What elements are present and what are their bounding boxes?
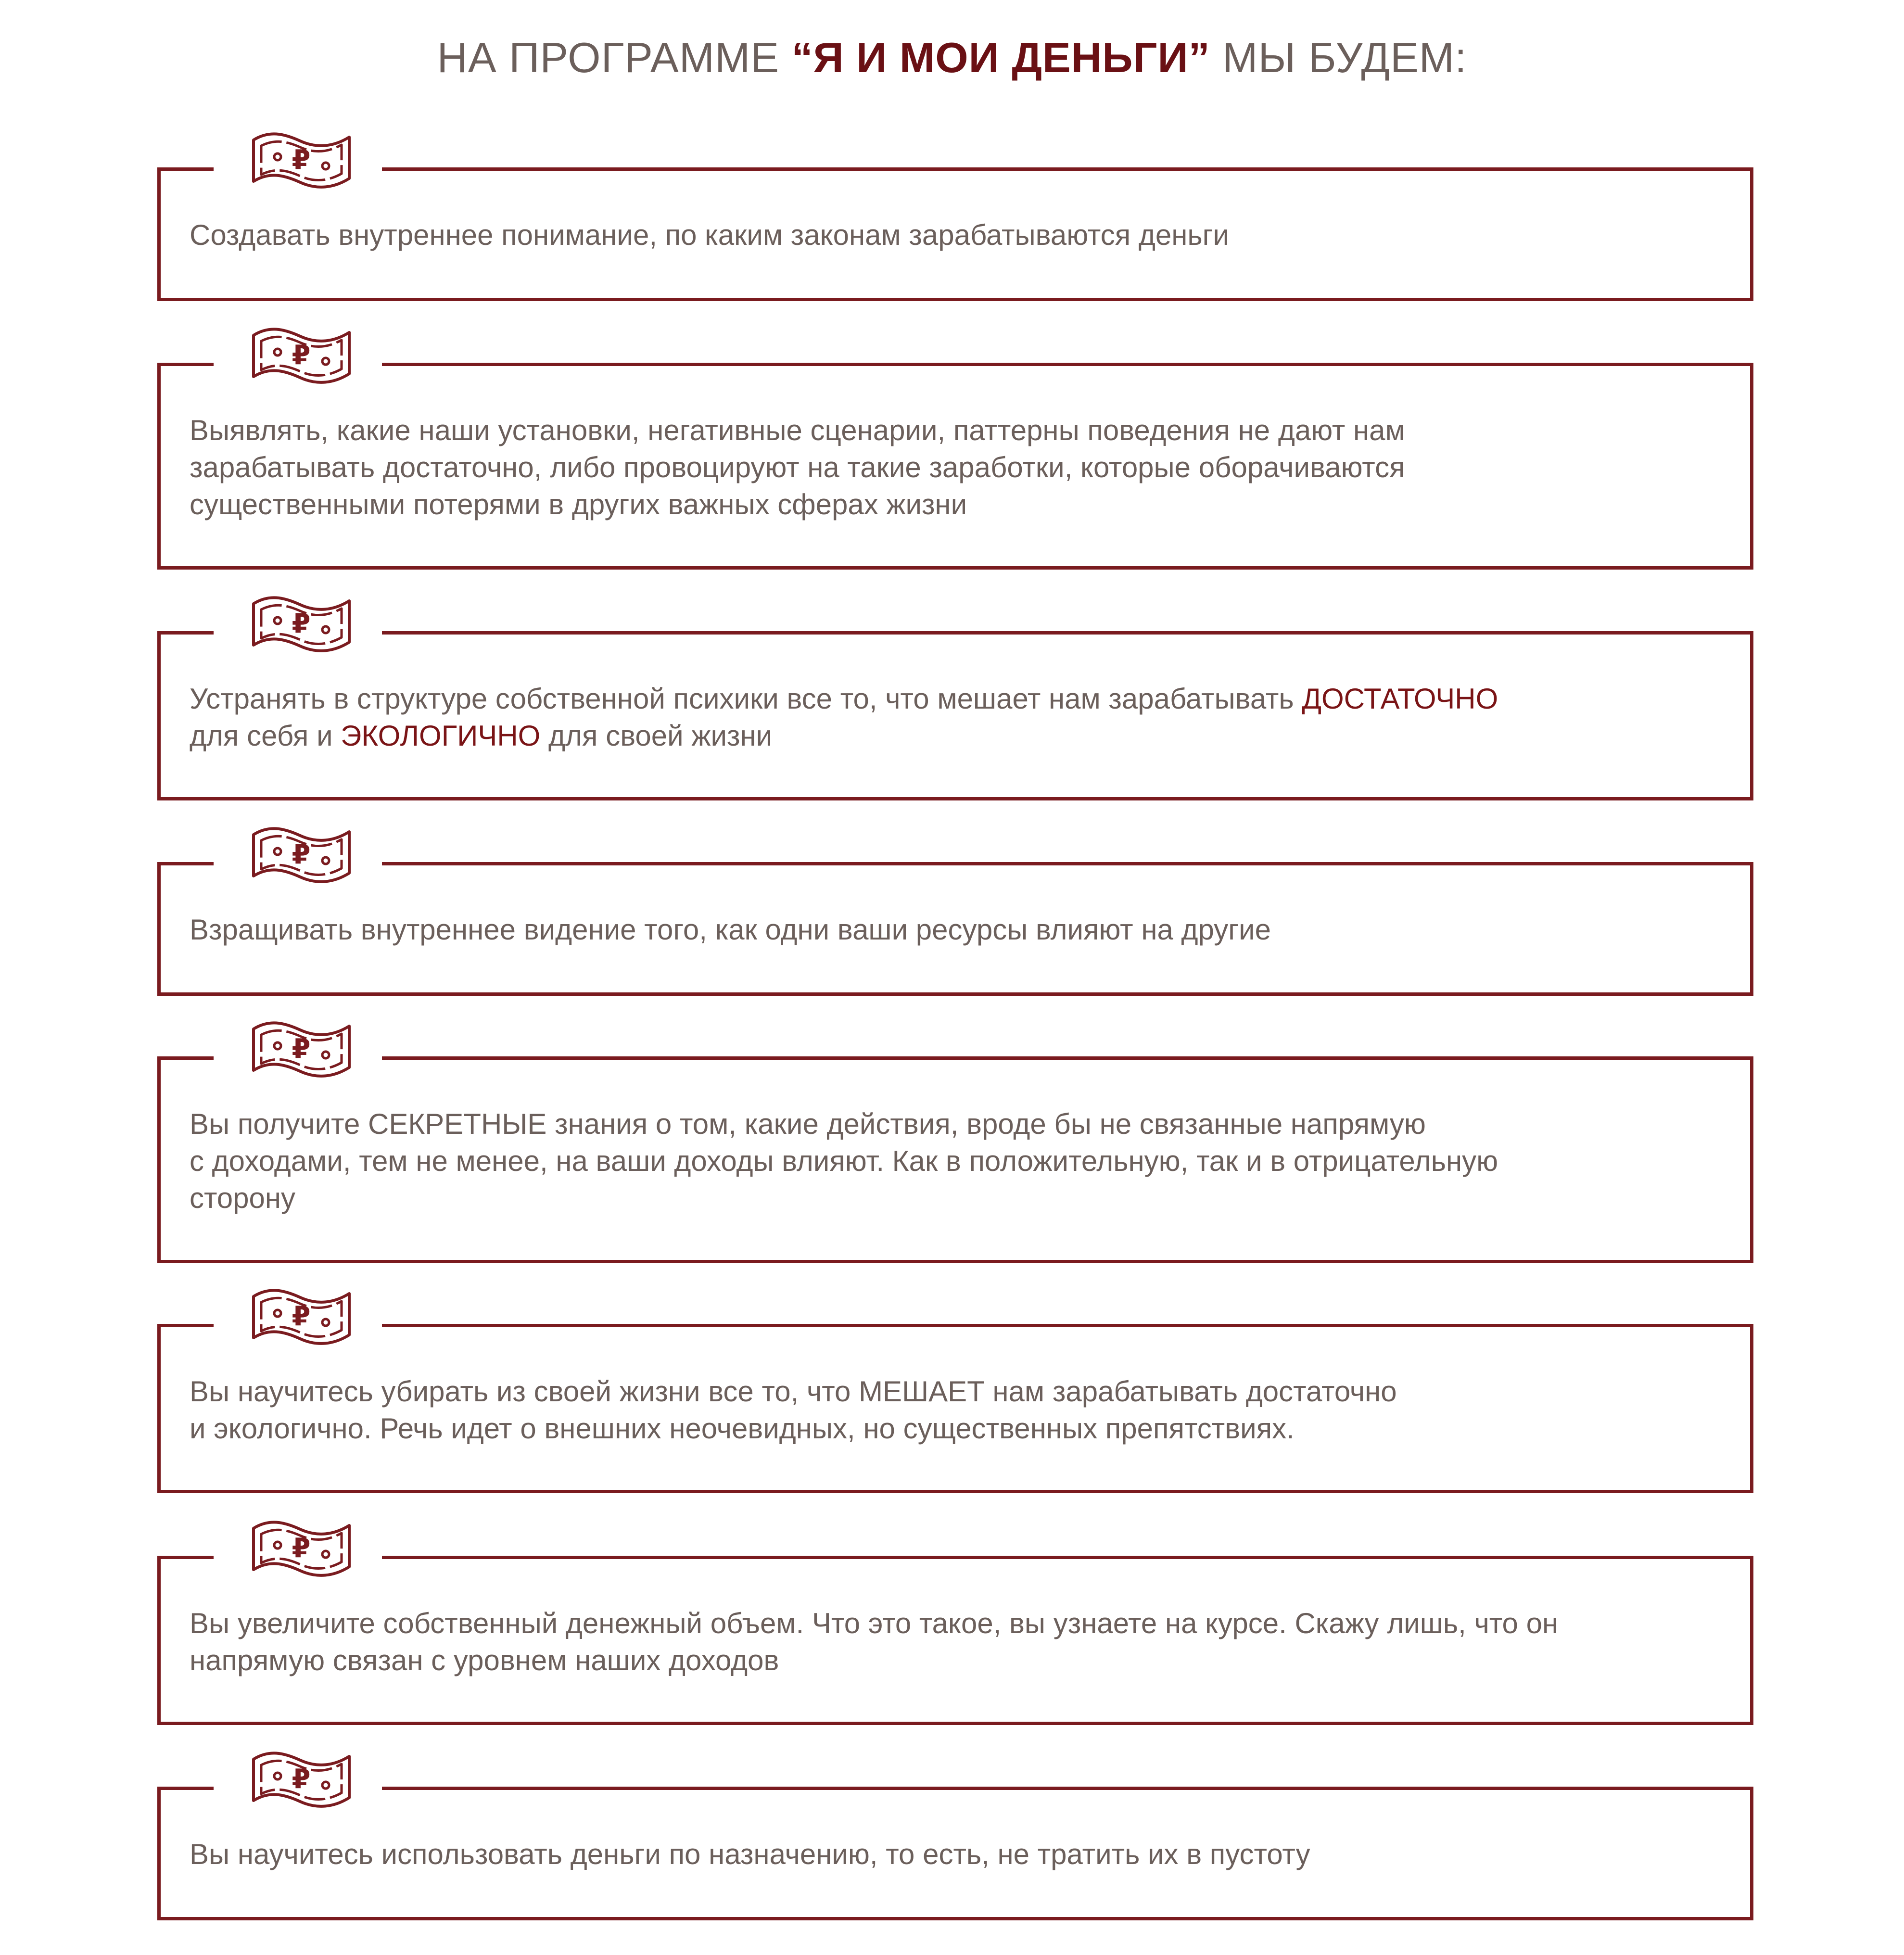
card-icon-badge xyxy=(214,821,382,903)
goal-card-4 xyxy=(157,839,1753,996)
svg-text:₽: ₽ xyxy=(292,1033,311,1065)
card-icon-badge xyxy=(214,1283,382,1365)
goal-text-line: Вы научитесь использовать деньги по назначению, то есть, не тратить их в пустоту xyxy=(190,1838,1310,1870)
goal-card-8 xyxy=(157,1764,1753,1920)
goal-text-line: Создавать внутреннее понимание, по каким законам зарабатываются деньги xyxy=(190,219,1230,251)
goal-card-1 xyxy=(157,144,1753,301)
goal-text-line: Вы увеличите собственный денежный объем. Что это такое, вы узнаете на курсе. Скажу лишь, что он xyxy=(190,1607,1559,1639)
card-icon-badge xyxy=(214,1746,382,1828)
card-icon-badge xyxy=(214,322,382,404)
goal-text-line xyxy=(190,680,1721,717)
goal-text xyxy=(190,1105,1721,1217)
goal-card-5 xyxy=(157,1033,1753,1263)
svg-text:₽: ₽ xyxy=(292,340,311,371)
goal-card-3 xyxy=(157,608,1753,800)
emphasis-word: ЭКОЛОГИЧНО xyxy=(341,720,541,752)
goal-text-line: и экологично. Речь идет о внешних неочевидных, но существенных препятствиях. xyxy=(190,1412,1295,1445)
goal-text xyxy=(190,1836,1721,1873)
ruble-banknote-icon xyxy=(250,127,353,191)
goal-text-line: Взращивать внутреннее видение того, как одни ваши ресурсы влияют на другие xyxy=(190,914,1271,946)
emphasis-word: ДОСТАТОЧНО xyxy=(1302,683,1498,715)
ruble-banknote-icon xyxy=(250,1746,353,1811)
goal-text-line: существенными потерями в других важных сферах жизни xyxy=(190,488,967,520)
goal-text-segment: Устранять в структуре собственной психики все то, что мешает нам зарабатывать xyxy=(190,683,1302,715)
goal-text-line: Вы получите СЕКРЕТНЫЕ знания о том, какие действия, вроде бы не связанные напрямую xyxy=(190,1108,1426,1140)
card-icon-badge xyxy=(214,127,382,208)
ruble-banknote-icon xyxy=(250,322,353,387)
page-title xyxy=(0,29,1904,87)
goal-text-line: Выявлять, какие наши установки, негативные сценарии, паттерны поведения не дают нам xyxy=(190,414,1405,446)
goal-text-line xyxy=(190,717,1721,754)
goal-text-segment: для своей жизни xyxy=(540,720,773,752)
card-icon-badge xyxy=(214,590,382,672)
goal-card-7 xyxy=(157,1533,1753,1725)
goal-text-line: сторону xyxy=(190,1182,296,1214)
svg-text:₽: ₽ xyxy=(292,144,311,176)
goal-text xyxy=(190,680,1721,754)
goal-text-line: напрямую связан с уровнем наших доходов xyxy=(190,1644,779,1676)
goal-text-segment: для себя и xyxy=(190,720,341,752)
program-name: “Я И МОИ ДЕНЬГИ” xyxy=(791,34,1210,81)
svg-text:₽: ₽ xyxy=(292,1764,311,1795)
goal-text xyxy=(190,911,1721,948)
card-icon-badge xyxy=(214,1016,382,1097)
goal-text-line: с доходами, тем не менее, на ваши доходы влияют. Как в положительную, так и в отрицательную xyxy=(190,1145,1498,1177)
goal-text-line: Вы научитесь убирать из своей жизни все то, что МЕШАЕТ нам зарабатывать достаточно xyxy=(190,1375,1397,1408)
ruble-banknote-icon xyxy=(250,1016,353,1080)
svg-text:₽: ₽ xyxy=(292,608,311,639)
svg-text:₽: ₽ xyxy=(292,839,311,870)
ruble-banknote-icon xyxy=(250,590,353,655)
ruble-banknote-icon xyxy=(250,1515,353,1580)
ruble-banknote-icon xyxy=(250,821,353,886)
svg-text:₽: ₽ xyxy=(292,1533,311,1564)
goal-card-6 xyxy=(157,1301,1753,1493)
goal-text xyxy=(190,412,1721,523)
ruble-banknote-icon xyxy=(250,1283,353,1348)
goal-text xyxy=(190,1373,1721,1447)
goal-card-2 xyxy=(157,340,1753,570)
goal-text xyxy=(190,1605,1721,1679)
card-icon-badge xyxy=(214,1515,382,1597)
svg-text:₽: ₽ xyxy=(292,1301,311,1332)
title-suffix: МЫ БУДЕМ: xyxy=(1222,34,1467,81)
goal-text-line: зарабатывать достаточно, либо провоцируют на такие заработки, которые оборачиваются xyxy=(190,451,1405,483)
goal-text xyxy=(190,216,1721,254)
title-prefix: НА ПРОГРАММЕ xyxy=(437,34,792,81)
